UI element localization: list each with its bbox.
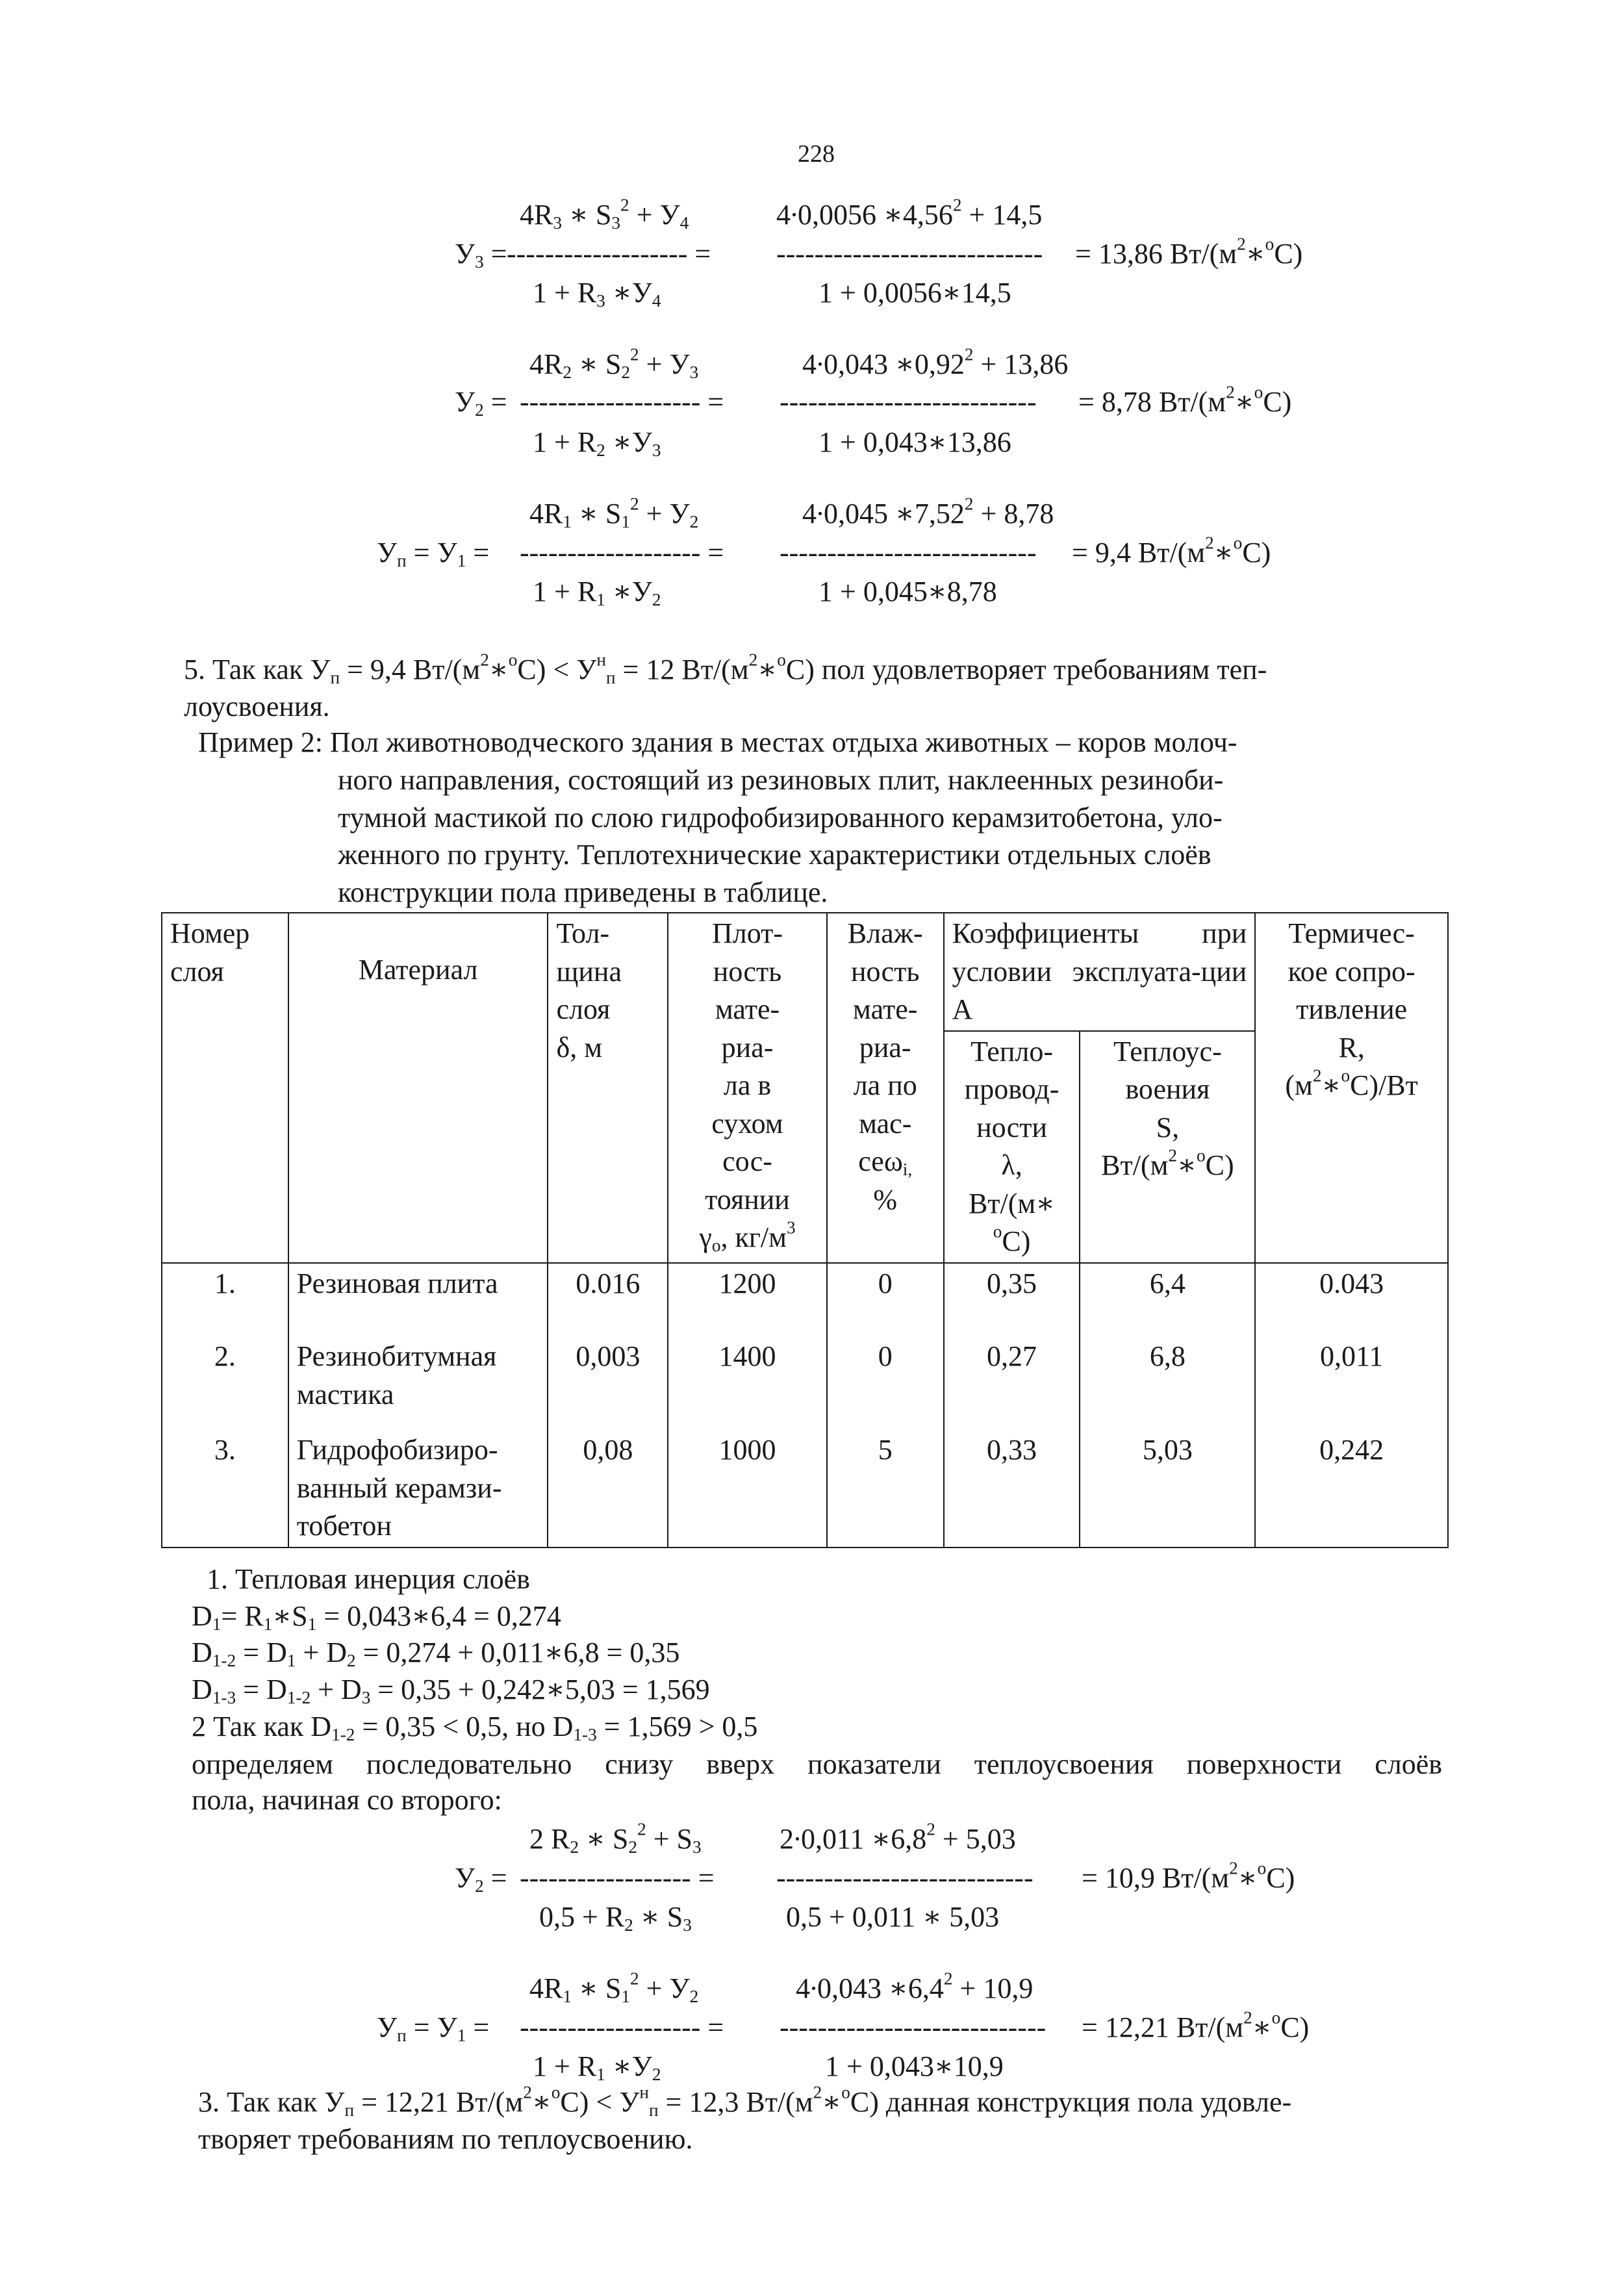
cell-conductivity: 0,27 <box>944 1304 1080 1416</box>
formula-numerator: $4R_1$ ∗ $S_1^2 + У_2$ <box>529 494 699 531</box>
cell-resistance: 0,242 <box>1255 1416 1448 1548</box>
cell-material: Резиновая плита <box>288 1263 548 1305</box>
formula-denominator-values: 1 + 0,045∗8,78 <box>818 576 997 607</box>
header-absorption: Теплоус- воения S, $Вт/(м^2∗^oС)$ <box>1080 1031 1255 1263</box>
header-humidity: Влаж- ность мате- риа- ла по мас- сеω$_{i,}$ % <box>827 913 944 1263</box>
cell-humidity: 5 <box>827 1416 944 1548</box>
cell-conductivity: 0,33 <box>944 1416 1080 1548</box>
formula-lhs: $У_3$ = <box>455 238 507 272</box>
fraction-line-values: --------------------------- <box>776 1862 1034 1894</box>
formula-numerator: $4R_2$ ∗ $S_2^2 + У_3$ <box>529 344 699 382</box>
header-density: Плот- ность мате- риа- ла в сухом сос- тоянии $\gamma_o$, $кг/м^3$ <box>668 913 827 1263</box>
example-2-line: конструкции пола приведены в таблице. <box>338 876 828 908</box>
header-conductivity: Тепло- провод- ности λ, Вт/(м∗ $^o$С) <box>944 1031 1080 1263</box>
fraction-line: ------------------- = <box>507 238 711 270</box>
step-2-line: 2 Так как $D_{1-2} = 0,35 < 0,5$, но $D_{1-3} = 1,569 > 0,5$ <box>192 1711 758 1744</box>
inertia-line: $D_{1-2} = D_1 + D_2 = 0,274$ + 0,011∗6,8 = 0,35 <box>192 1637 680 1670</box>
header-thermal-resistance: Термичес- кое сопро- тивление R, $(м^2∗^oС)/Вт$ <box>1255 913 1448 1263</box>
conclusion-line-1: 3. Так как $У_п = 12,21$ $Вт/(м^2∗^oС) < У^н_п = 12,3$ $Вт/(м^2∗^oС)$ данная конструкция пола удовле- <box>198 2082 1292 2120</box>
cell-density: 1200 <box>668 1263 827 1305</box>
cell-density: 1400 <box>668 1304 827 1416</box>
cell-material: Гидрофобизиро- ванный керамзи- тобетон <box>288 1416 548 1548</box>
formula-result: = 12,21 $Вт/(м^2∗^oС)$ <box>1082 2007 1310 2043</box>
table-row <box>162 1263 1448 1305</box>
cell-layer-number: 2. <box>162 1304 288 1416</box>
formula-result: = 9,4 $Вт/(м^2∗^oС)$ <box>1072 533 1271 568</box>
formula-denominator: $0,5 + R_2$ ∗ $S_3$ <box>539 1901 692 1935</box>
fraction-line: ------------------- = <box>520 2011 724 2043</box>
formula-lhs: $У_2$ = <box>455 1862 507 1896</box>
formula-numerator-values: 4∙0,0056 $∗4,56^2 + 14,5$ <box>776 195 1043 231</box>
formula-numerator: $4R_1$ ∗ $S_1^2 + У_2$ <box>529 1969 699 2006</box>
example-2-line: ного направления, состоящий из резиновых плит, наклеенных резиноби- <box>338 764 1224 796</box>
paragraph-5-line-1: 5. Так как $У_п = 9,4$ $Вт/(м^2∗^oС) < У^н_п = 12$ $Вт/(м^2∗^oС)$ пол удовлетворяет требованиям теп- <box>184 650 1267 687</box>
formula-denominator-values: 1 + 0,0056∗14,5 <box>818 277 1011 309</box>
formula-result: = 13,86 $Вт/(м^2∗^oС)$ <box>1075 234 1303 270</box>
formula-denominator: $1 + R_1$ $∗У_2$ <box>533 2050 661 2084</box>
inertia-line: $D_{1-3} = D_{1-2} + D_3 = 0,35$ + 0,242∗5,03 = 1,569 <box>192 1674 710 1707</box>
formula-denominator: $1 + R_1$ $∗У_2$ <box>533 576 661 609</box>
fraction-line-values: --------------------------- <box>780 386 1037 418</box>
formula-numerator-values: 4∙0,045 $∗7,52^2 + 8,78$ <box>802 494 1054 529</box>
table-row <box>162 1304 1448 1416</box>
header-layer-number: Номер слоя <box>162 913 288 1263</box>
formula-numerator: $4R_3$ ∗ $S_3^2 + У_4$ <box>520 195 689 233</box>
formula-denominator: $1 + R_3$ $∗У_4$ <box>533 277 661 311</box>
cell-absorption: 5,03 <box>1080 1416 1255 1548</box>
formula-numerator: 2 $R_2$ ∗ $S_2^2 + S_3$ <box>529 1819 702 1857</box>
formula-denominator: $1 + R_2$ $∗У_3$ <box>533 426 661 460</box>
cell-resistance: 0.043 <box>1255 1263 1448 1305</box>
formula-lhs: $У_п = У_1$ = <box>377 2011 490 2045</box>
cell-layer-number: 3. <box>162 1416 288 1548</box>
formula-denominator-values: 1 + 0,043∗13,86 <box>818 426 1011 458</box>
fraction-line-values: --------------------------- <box>780 537 1037 568</box>
header-material: Материал <box>288 913 548 1263</box>
formula-result: = 10,9 $Вт/(м^2∗^oС)$ <box>1082 1858 1295 1894</box>
fraction-line-values: ---------------------------- <box>780 2011 1047 2043</box>
layers-table <box>161 912 1449 1548</box>
step-2-text: определяем последовательно снизу вверх показатели теплоусвоения поверхности слоёв <box>192 1748 1442 1780</box>
cell-absorption: 6,4 <box>1080 1263 1255 1305</box>
conclusion-line-2: творяет требованиям по теплоусвоению. <box>198 2123 693 2155</box>
page-number: 228 <box>798 140 835 168</box>
cell-layer-number: 1. <box>162 1263 288 1305</box>
cell-conductivity: 0,35 <box>944 1263 1080 1305</box>
inertia-title: 1. Тепловая инерция слоёв <box>207 1563 530 1595</box>
fraction-line: ------------------- = <box>520 537 724 568</box>
cell-thickness: 0,003 <box>548 1304 668 1416</box>
example-2-line: женного по грунту. Теплотехнические характеристики отдельных слоёв <box>338 839 1212 871</box>
formula-lhs: $У_п = У_1$ = <box>377 537 490 570</box>
formula-lhs: $У_2$ = <box>455 386 507 420</box>
fraction-line-values: ---------------------------- <box>776 238 1043 270</box>
header-thickness: Тол- щина слоя δ, м <box>548 913 668 1263</box>
step-2-text: пола, начиная со второго: <box>192 1784 502 1816</box>
cell-thickness: 0,08 <box>548 1416 668 1548</box>
paragraph-5-line-2: лоусвоения. <box>184 691 330 722</box>
cell-resistance: 0,011 <box>1255 1304 1448 1416</box>
formula-numerator-values: 2∙0,011 $∗6,8^2 + 5,03$ <box>780 1819 1016 1855</box>
example-2-line: Пример 2: Пол животноводческого здания в местах отдыха животных – коров молоч- <box>198 726 1237 758</box>
formula-result: = 8,78 $Вт/(м^2∗^oС)$ <box>1078 382 1292 418</box>
inertia-line: $D_1=$ $R_1∗S_1$ = 0,043∗6,4 = 0,274 <box>192 1600 561 1634</box>
example-2-line: тумной мастикой по слою гидрофобизированного керамзитобетона, уло- <box>338 802 1223 834</box>
fraction-line: ------------------ = <box>520 1862 715 1894</box>
cell-thickness: 0.016 <box>548 1263 668 1305</box>
cell-density: 1000 <box>668 1416 827 1548</box>
table-header-row <box>162 913 1448 1031</box>
cell-material: Резинобитумная мастика <box>288 1304 548 1416</box>
header-coefficients: Коэффициенты при условии эксплуата-ции А <box>944 913 1256 1031</box>
fraction-line: ------------------- = <box>520 386 724 418</box>
formula-denominator-values: 0,5 + 0,011 ∗ 5,03 <box>786 1901 1000 1933</box>
cell-humidity: 0 <box>827 1263 944 1305</box>
table-row <box>162 1416 1448 1548</box>
cell-absorption: 6,8 <box>1080 1304 1255 1416</box>
cell-humidity: 0 <box>827 1304 944 1416</box>
formula-numerator-values: 4∙0,043 $∗6,4^2 + 10,9$ <box>796 1969 1034 2004</box>
formula-denominator-values: 1 + 0,043∗10,9 <box>825 2050 1004 2082</box>
formula-numerator-values: 4∙0,043 $∗0,92^2 + 13,86$ <box>802 344 1069 380</box>
